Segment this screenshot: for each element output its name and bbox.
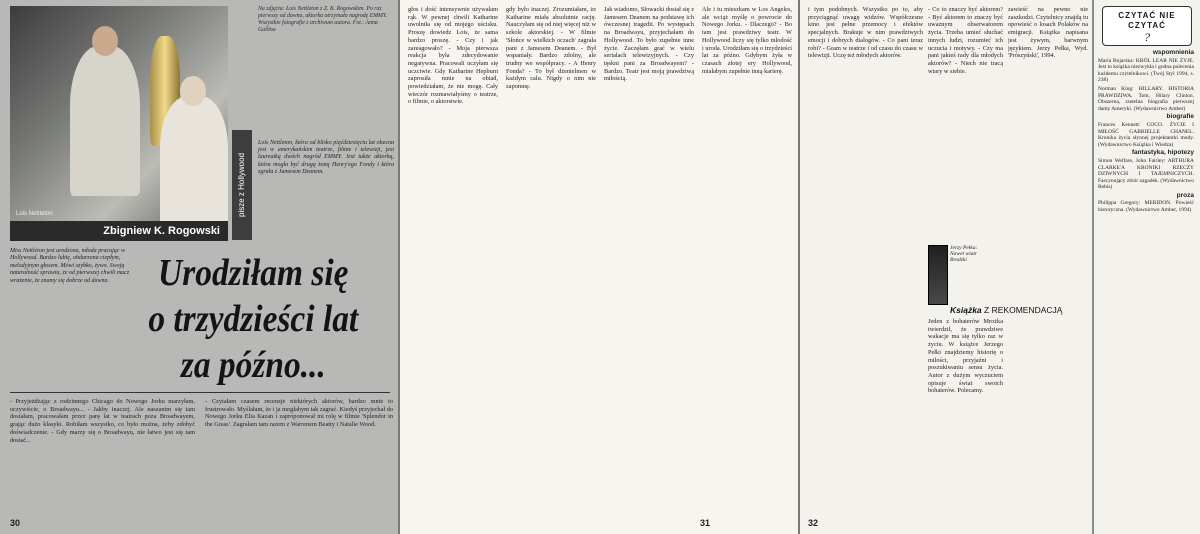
- page-30: [0, 0, 400, 534]
- column-divider: [1092, 0, 1094, 534]
- category-biographies: biografie: [1166, 113, 1194, 121]
- divider: [10, 392, 390, 393]
- section-heading-bold: Książka: [950, 305, 982, 315]
- category-fantasy: fantastyka, hipotezy: [1131, 149, 1194, 157]
- interview-photo: [10, 6, 228, 221]
- body-column-3: zawieść na pewno nie zaszkodzi. Czytelnicy znajdą tu opowieść o losach Polaków na emigracji. Książka napisana jest żywym, barwnym językiem. Jerzy Pełka, Wyd. 'Prószyński', 1994.: [1008, 6, 1088, 60]
- photo-caption: Lois Nettleton: [16, 211, 53, 217]
- logo-question-mark: ?: [1144, 30, 1150, 44]
- article-lead: Lois Nettleton, która od blisko pięćdziesięciu lat obecna jest w amerykańskim teatrze, filmie i telewizji, jest laureatką dwóch nagród EMMY. Jest także aktorką, która mogła być drugą żoną Henry'ego Fondy i która zgrała z Jamesem Deanem.: [258, 140, 394, 175]
- page-31: [400, 0, 800, 534]
- body-column-1: i tym podobnych. Wszystko po to, aby przyciągnąć uwagę widzów. Współczesne kino jest pełne przemocy i efektów specjalnych. Brakuje w nim prawdziwych emocji i dobrych dialogów. - Co pani teraz robi? - Gram w teatrze i od czasu do czasu w telewizji. Uczę też młodych aktorów.: [808, 6, 923, 60]
- title-line-1: Urodziłam się: [158, 252, 349, 294]
- book-list: [1098, 48, 1194, 216]
- column-label: pisze z Hollywood: [232, 130, 252, 240]
- body-column-left: - Przyjeżdżając z rodzinnego Chicago do Nowego Jorku marzyłam, oczywiście, o Broadwayu... - Jakby inaczej. Ale naszanim się tam dostałam, pracowałam przez parę lat w teatrach poza Broadwayem, grając dużo klasyki. Robiłam wszystko, co było można, żeby zdobyć doświadczenie. - Gdy marzy się o Broadwayu, nie łatwo jest się tam dostać...: [10, 398, 195, 444]
- recommendation-text: Jeden z bohaterów Mrożka twierdził, że prawdziwe wakacje ma się tylko raz w życiu. W książce Jerzego Pełki znajdziemy historię o miłości, przyjaźni i poszukiwaniu sensu życia. Autor z dużym wyczuciem opisuje świat swoich bohaterów. Polecamy.: [928, 318, 1003, 395]
- book-cover-image: [928, 245, 948, 305]
- book-entry: Simon Welfare, John Fairley: ARTHURA CLARKE'A KRONIKI RZECZY DZIWNYCH I TAJEMNICZYCH. Fascynujący zbiór zagadek. (Wydawnictwo Rebis): [1098, 157, 1194, 191]
- book-entry: Frances Kennett: COCO. ŻYCIE I MIŁOŚĆ GABRIELLE CHANEL. Kronika życia słynnej projektantki mody. (Wydawnictwo Książka i Wiedza): [1098, 121, 1194, 148]
- category-memoirs: wspomnienia: [1152, 49, 1194, 56]
- author-name: Zbigniew K. Rogowski: [10, 221, 228, 241]
- title-line-3: za późno...: [180, 344, 326, 386]
- photo-head-1: [92, 26, 118, 56]
- body-column-4: Ale i tu mieszkam w Los Angeles, ale wciąż myślę o powrocie do Nowego Jorku. - Dlaczego? - Bo tam jest prawdziwy teatr. W Hollywood liczy się tylko młodość i uroda. Urodziłam się o trzydzieści lat za późno. Gdybym żyła w czasach złotej ery Hollywood, miałabym zupełnie inną karierę.: [702, 6, 792, 75]
- book-title: Jerzy Pełka: Nawet wiatr Brodzki: [950, 245, 978, 264]
- photo-head-2: [180, 76, 206, 106]
- section-heading-rest: Z REKOMENDACJĄ: [984, 305, 1063, 315]
- body-column-1: głos i dość intensywnie używałam rąk. W pewnej chwili Katharine uwolniła się od mojego uścisku. Proszę dowiedz Lois, że sama bardzo proszę. - Czy i jak zareagowało? - Moja pierwsza reakcja była zdecydowanie negatywna. Pracowali uczyłam się uczciwie. Gdy Katharine Hepburn zaprosiła mnie na obiad, powiedziałam, że nie mogę. Cały wieczór rozmawiałyśmy o teatrze, o filmie, o aktorstwie.: [408, 6, 498, 106]
- photo-person-1: [70, 46, 140, 196]
- logo-text: CZYTAĆ NIE CZYTAĆ: [1118, 11, 1176, 30]
- photo-intro-text: Na zdjęciu: Lois Nettleton z Z. K. Rogowskim. Po raz pierwszy od dawna, aktorka otrzymała nagrodę EMMY. Wszystkie fotografie z archiwum autora. Fot.: Anna Gallina: [258, 6, 388, 33]
- page-number: 31: [700, 518, 711, 528]
- category-prose: proza: [1176, 191, 1194, 199]
- body-column-3: Jak wiadomo, Słowacki dostał się z Jamesem Deanem na podstawę ich ówczesnej tragedii. Po występach na Broadwayu, przyjechałam do Hollywood. To było zupełnie inne życie. Zaczęłam grać w wielu serialach telewizyjnych. - Czy tęskni pani za Broadwayem? - Bardzo. Teatr jest moją prawdziwą miłością.: [604, 6, 694, 83]
- book-entry: Maria Bojarska: KRÓL LEAR NIE ŻYJE. Jest to książka niezwykła i godna polecenia każdemu czytelnikowi. (Twój Styl 1994, s. 238): [1098, 57, 1194, 84]
- body-column-right: - Czytałam czasem recenzje niektórych aktorów, bardzo mnie to frustrowało. Myślałam, że i ja mogłabym tak zagrać. Kiedyś przyjechał do Nowego Jorku Elia Kazan i zaproponował mi rolę w filmie 'Splendor in the Grass'. Zagrałam tam razem z Warrenem Beatty i Natalie Wood.: [205, 398, 393, 429]
- article-title: [138, 250, 369, 388]
- title-line-2: o trzydzieści lat: [148, 298, 359, 340]
- article-left-lead: Miss Nettleton jest urodzona, młoda pracując w Hollywood. Bardzo lubię, obdarzona ciepłym, melodyjnym głosem. Mówi szybko, żywo. Swoją naturalność sprawia, że od pierwszej chwili macz wrażenie, że znamy się dobrze od dawna.: [10, 248, 130, 284]
- page-number: 32: [808, 518, 819, 528]
- photo-person-2: [160, 96, 228, 221]
- book-entry: Norman King: HILLARY. HISTORIA PRAWDZIWA. Tom, Hilary Clinton. Obszerna, rzetelna biografia pierwszej damy Ameryki. (Wydawnictwo Amber): [1098, 85, 1194, 112]
- page-number: 30: [10, 518, 21, 528]
- book-entry: Philippa Gregory: MERIDON. Powieść historyczna. (Wydawnictwo Amber, 1994): [1098, 200, 1194, 214]
- czytac-nie-czytac-logo: [1102, 6, 1192, 46]
- body-column-2: gdy było inaczej. Zrozumiałam, że Katharine miała absolutnie rację. Nauczyłam się od niej więcej niż w szkole aktorskiej. - W filmie 'Słońce w wielkich oczach' zagrała pani z Jamesem Deanem. - Był wspaniały. Bardzo zdolny, ale trudny we współpracy. - A Henry Fonda? - To był dżentelmen w każdym calu. Nigdy o nim nie zapomnę.: [506, 6, 596, 91]
- body-column-2: - Co to znaczy być aktorem? - Być aktorem to znaczy być uważnym obserwatorem życia. Trzeba umieć słuchać innych ludzi, rozumieć ich uczucia i motywy. - Czy ma pani jakieś rady dla młodych aktorów? - Niech nie tracą wiary w siebie.: [928, 6, 1003, 75]
